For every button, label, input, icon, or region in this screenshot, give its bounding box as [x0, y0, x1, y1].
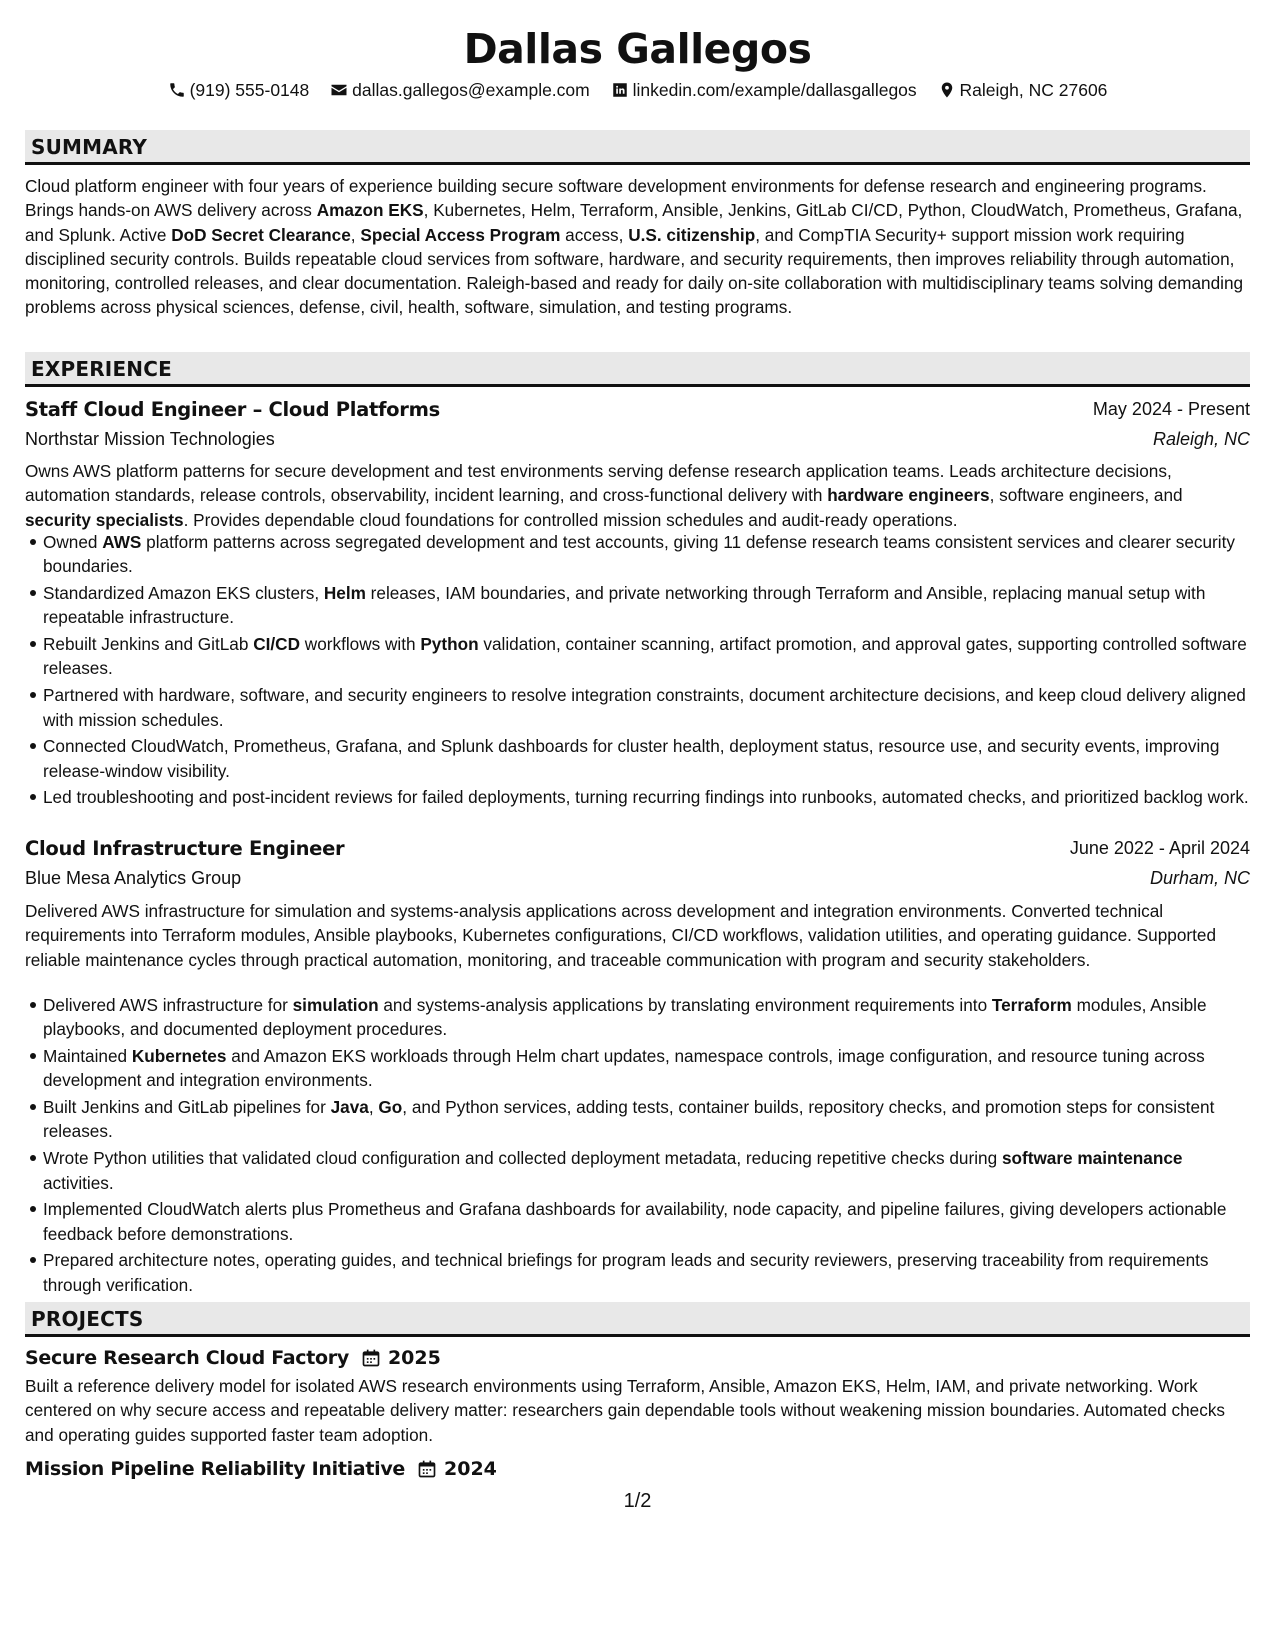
list-item: Prepared architecture notes, operating guides, and technical briefings for program leads and security reviewers, preserving traceability from requirements through verification.: [25, 1248, 1250, 1297]
linkedin-icon: [611, 81, 629, 99]
list-item: Implemented CloudWatch alerts plus Prometheus and Grafana dashboards for availability, node capacity, and pipeline failures, giving developers actionable feedback before demonstrations.: [25, 1197, 1250, 1246]
job-overview: Delivered AWS infrastructure for simulation and systems-analysis applications across development and integration environments. Converted technical requirements into Terraform modules, Ansible playbooks, Kubernetes configurations, CI/CD workflows, validation utilities, and operating guidance. Supported reliable maintenance cycles through practical automation, monitoring, and traceable communication with program and security stakeholders.: [25, 901, 1217, 970]
section-header-projects: PROJECTS: [25, 1302, 1250, 1337]
project-title: Mission Pipeline Reliability Initiative: [25, 1458, 405, 1480]
project-header: [25, 1454, 497, 1484]
contact-bar: [25, 78, 1250, 105]
job-subheader: [25, 424, 1250, 454]
list-item: Led troubleshooting and post-incident reviews for failed deployments, turning recurring findings into runbooks, automated checks, and prioritized backlog work.: [25, 785, 1250, 809]
project-year: 2024: [444, 1458, 497, 1480]
list-item: Rebuilt Jenkins and GitLab CI/CD workflows with Python validation, container scanning, artifact promotion, and approval gates, supporting controlled software releases.: [25, 632, 1250, 681]
calendar-icon: [361, 1348, 381, 1368]
list-item: Partnered with hardware, software, and security engineers to resolve integration constraints, document architecture decisions, and keep cloud delivery aligned with mission schedules.: [25, 683, 1250, 732]
linkedin-text: linkedin.com/example/dallasgallegos: [632, 80, 917, 100]
list-item: Built Jenkins and GitLab pipelines for Java, Go, and Python services, adding tests, container builds, repository checks, and promotion steps for consistent releases.: [25, 1095, 1250, 1144]
job-dates: May 2024 - Present: [1092, 398, 1250, 419]
project-year: 2025: [387, 1347, 441, 1369]
job-company: Northstar Mission Technologies: [25, 428, 275, 449]
job-header: [25, 833, 1250, 863]
job-title: Staff Cloud Engineer – Cloud Platforms: [25, 397, 440, 421]
project-title: Secure Research Cloud Factory: [25, 1347, 349, 1369]
location-text: Raleigh, NC 27606: [959, 80, 1108, 100]
list-item: Wrote Python utilities that validated cloud configuration and collected deployment metadata, reducing repetitive checks during software maintenance activities.: [25, 1146, 1250, 1195]
section-header-summary: SUMMARY: [25, 130, 1250, 165]
phone-text: (919) 555-0148: [189, 80, 310, 100]
job-location: Raleigh, NC: [1152, 428, 1250, 449]
contact-linkedin[interactable]: [611, 78, 917, 102]
job-subheader: [25, 863, 1250, 893]
contact-location: [938, 78, 1108, 102]
candidate-name: Dallas Gallegos: [463, 25, 812, 73]
calendar-icon: [417, 1459, 437, 1479]
job-bullets: [25, 993, 1250, 1300]
list-item: Standardized Amazon EKS clusters, Helm releases, IAM boundaries, and private networking through Terraform and Ansible, replacing manual setup with repeatable infrastructure.: [25, 581, 1250, 630]
list-item: Delivered AWS infrastructure for simulation and systems-analysis applications by translating environment requirements into Terraform modules, Ansible playbooks, and documented deployment procedures.: [25, 993, 1250, 1042]
list-item: Maintained Kubernetes and Amazon EKS workloads through Helm chart updates, namespace controls, image configuration, and resource tuning across development and integration environments.: [25, 1044, 1250, 1093]
contact-phone[interactable]: [168, 78, 310, 102]
job-company: Blue Mesa Analytics Group: [25, 867, 242, 888]
project-description: Built a reference delivery model for isolated AWS research environments using Terraform, Ansible, Amazon EKS, Helm, IAM, and private networking. Work centered on why secure access and repeatable delivery matter: researchers gain dependable tools without weakening mission boundaries. Automated checks and operating guides supported faster team adoption.: [25, 1376, 1226, 1445]
phone-icon: [168, 81, 186, 99]
job-header: [25, 394, 1250, 424]
job-dates: June 2022 - April 2024: [1069, 837, 1250, 858]
job-title: Cloud Infrastructure Engineer: [25, 836, 345, 860]
map-marker-icon: [938, 81, 956, 99]
section-header-experience: EXPERIENCE: [25, 352, 1250, 387]
envelope-icon: [330, 81, 348, 99]
resume-page: [25, 0, 1250, 1650]
page-number: 1/2: [623, 1490, 652, 1512]
job-bullets: [25, 530, 1250, 812]
job-overview: Owns AWS platform patterns for secure development and test environments serving defense research application teams. Leads architecture decisions, automation standards, release controls, observability, incident learning, and cross-functional delivery with hardware engineers, software engineers, and security specialists. Provides dependable cloud foundations for controlled mission schedules and audit-ready operations.: [25, 461, 1183, 530]
list-item: Owned AWS platform patterns across segregated development and test accounts, giving 11 defense research teams consistent services and clearer security boundaries.: [25, 530, 1250, 579]
job-location: Durham, NC: [1149, 867, 1250, 888]
contact-email[interactable]: [330, 78, 590, 102]
list-item: Connected CloudWatch, Prometheus, Grafana, and Splunk dashboards for cluster health, deployment status, resource use, and security events, improving release-window visibility.: [25, 734, 1250, 783]
summary-text: Cloud platform engineer with four years of experience building secure software development environments for defense research and engineering programs. Brings hands-on AWS delivery across Amazon EKS, Kubernetes, Helm, Terraform, Ansible, Jenkins, GitLab CI/CD, Python, CloudWatch, Prometheus, Grafana, and Splunk. Active DoD Secret Clearance, Special Access Program access, U.S. citizenship, and CompTIA Security+ support mission work requiring disciplined security controls. Builds repeatable cloud services from software, hardware, and security requirements, then improves reliability through automation, monitoring, controlled releases, and clear documentation. Raleigh-based and ready for daily on-site collaboration with multidisciplinary teams solving demanding problems across physical sciences, defense, civil, health, software, simulation, and testing programs.: [25, 176, 1244, 318]
email-text: dallas.gallegos@example.com: [352, 80, 590, 100]
project-header: [25, 1343, 441, 1373]
